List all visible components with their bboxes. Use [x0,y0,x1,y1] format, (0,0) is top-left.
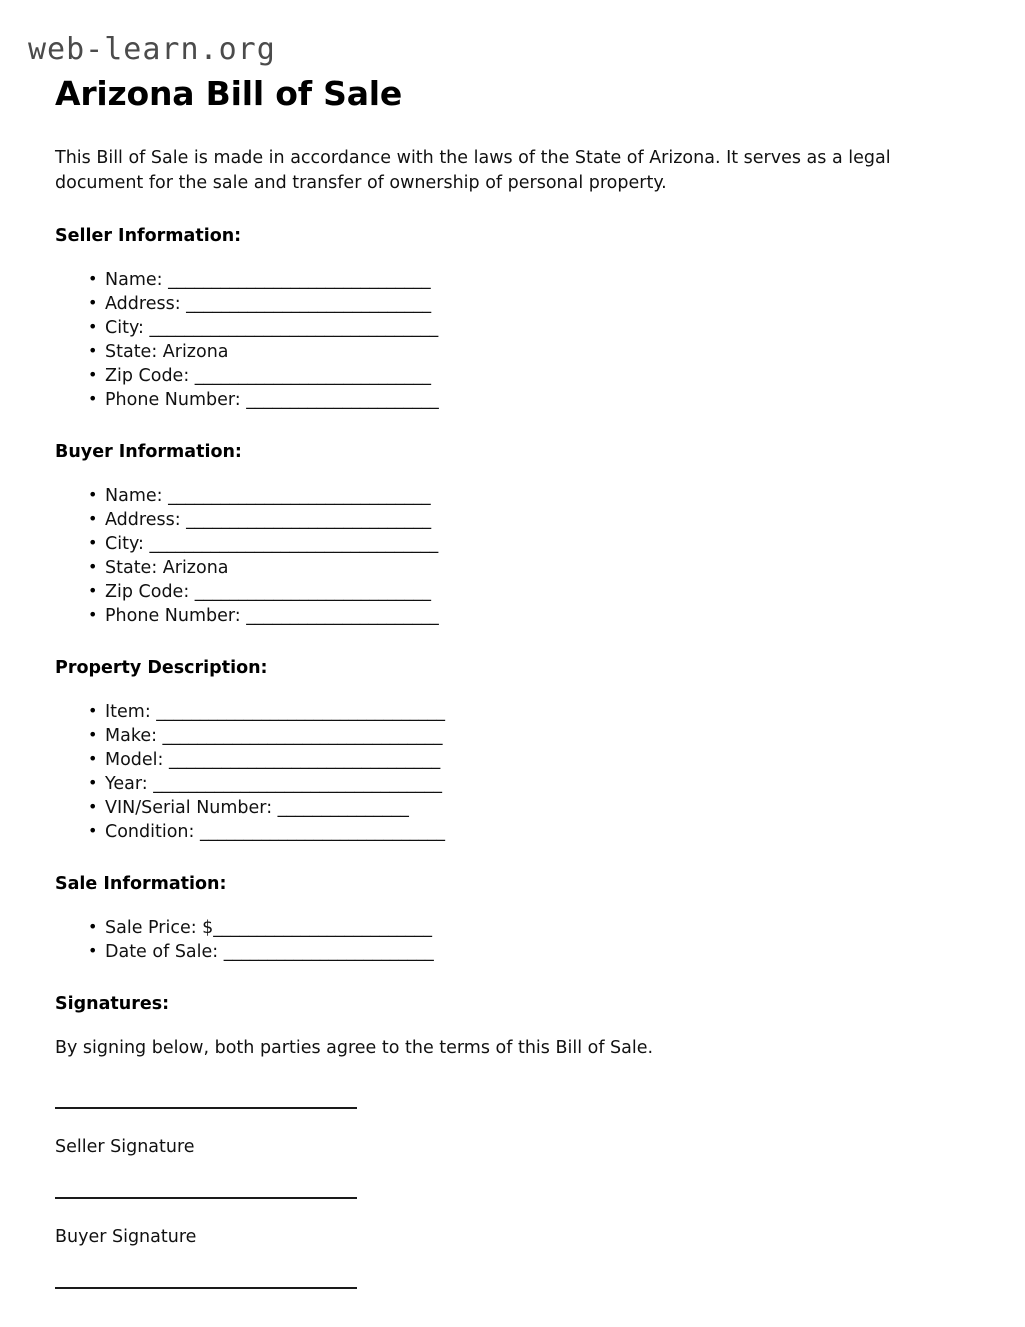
list-item [55,748,970,772]
list-item [55,940,970,964]
list-item [55,724,970,748]
list-item [55,268,970,292]
section-heading-seller: Seller Information: [55,226,242,246]
field-text: Zip Code: ___________________________ [105,366,432,386]
spacer [55,1014,970,1036]
list-item [55,796,970,820]
field-text: Model: _______________________________ [105,750,441,770]
seller-signature-label: Seller Signature [55,1137,195,1157]
document-body [55,146,970,1315]
field-text: Date of Sale: ________________________ [105,942,434,962]
list-item [55,508,970,532]
field-text: Year: _________________________________ [105,774,442,794]
field-text: Phone Number: ______________________ [105,606,439,626]
property-fields-list [55,700,970,844]
list-item [55,484,970,508]
spacer [55,1249,970,1287]
spacer [55,678,970,700]
section-heading-sale: Sale Information: [55,874,227,894]
spacer [55,1289,970,1315]
field-text: Sale Price: $_________________________ [105,918,433,938]
spacer [55,894,970,916]
field-text: Make: ________________________________ [105,726,443,746]
list-item [55,532,970,556]
list-item [55,340,970,364]
field-text: State: Arizona [105,558,229,578]
sale-fields-list [55,916,970,964]
signature-statement: By signing below, both parties agree to the terms of this Bill of Sale. [55,1038,654,1058]
spacer [55,246,970,268]
list-item [55,316,970,340]
spacer [55,1061,970,1107]
field-text: Item: _________________________________ [105,702,446,722]
spacer [55,964,970,994]
spacer [55,1159,970,1197]
field-text: Address: ____________________________ [105,510,432,530]
field-text: Zip Code: ___________________________ [105,582,432,602]
list-item [55,364,970,388]
spacer [55,628,970,658]
spacer [55,412,970,442]
field-text: City: _________________________________ [105,534,439,554]
seller-signature-block [55,1107,970,1159]
list-item [55,604,970,628]
field-text: VIN/Serial Number: _______________ [105,798,409,818]
seller-fields-list [55,268,970,412]
list-item [55,820,970,844]
intro-paragraph: This Bill of Sale is made in accordance with the laws of the State of Arizona. It serves as a legal document for the sale and transfer of ownership of personal property. [55,148,891,193]
section-heading-buyer: Buyer Information: [55,442,242,462]
page-title: Arizona Bill of Sale [55,74,403,113]
spacer [55,844,970,874]
field-text: Name: ______________________________ [105,486,431,506]
spacer [55,1109,970,1135]
field-text: Name: ______________________________ [105,270,431,290]
field-text: City: _________________________________ [105,318,439,338]
section-heading-signatures: Signatures: [55,994,170,1014]
field-text: Address: ____________________________ [105,294,432,314]
buyer-signature-label: Buyer Signature [55,1227,197,1247]
list-item [55,772,970,796]
list-item [55,388,970,412]
list-item [55,580,970,604]
section-heading-property: Property Description: [55,658,268,678]
buyer-fields-list [55,484,970,628]
list-item [55,556,970,580]
third-signature-block [55,1287,970,1315]
field-text: Condition: ____________________________ [105,822,445,842]
buyer-signature-block [55,1197,970,1249]
list-item [55,700,970,724]
list-item [55,292,970,316]
field-text: State: Arizona [105,342,229,362]
list-item [55,916,970,940]
field-text: Phone Number: ______________________ [105,390,439,410]
spacer [55,1199,970,1225]
site-logo: web-learn.org [28,32,276,67]
spacer [55,462,970,484]
spacer [55,196,970,226]
